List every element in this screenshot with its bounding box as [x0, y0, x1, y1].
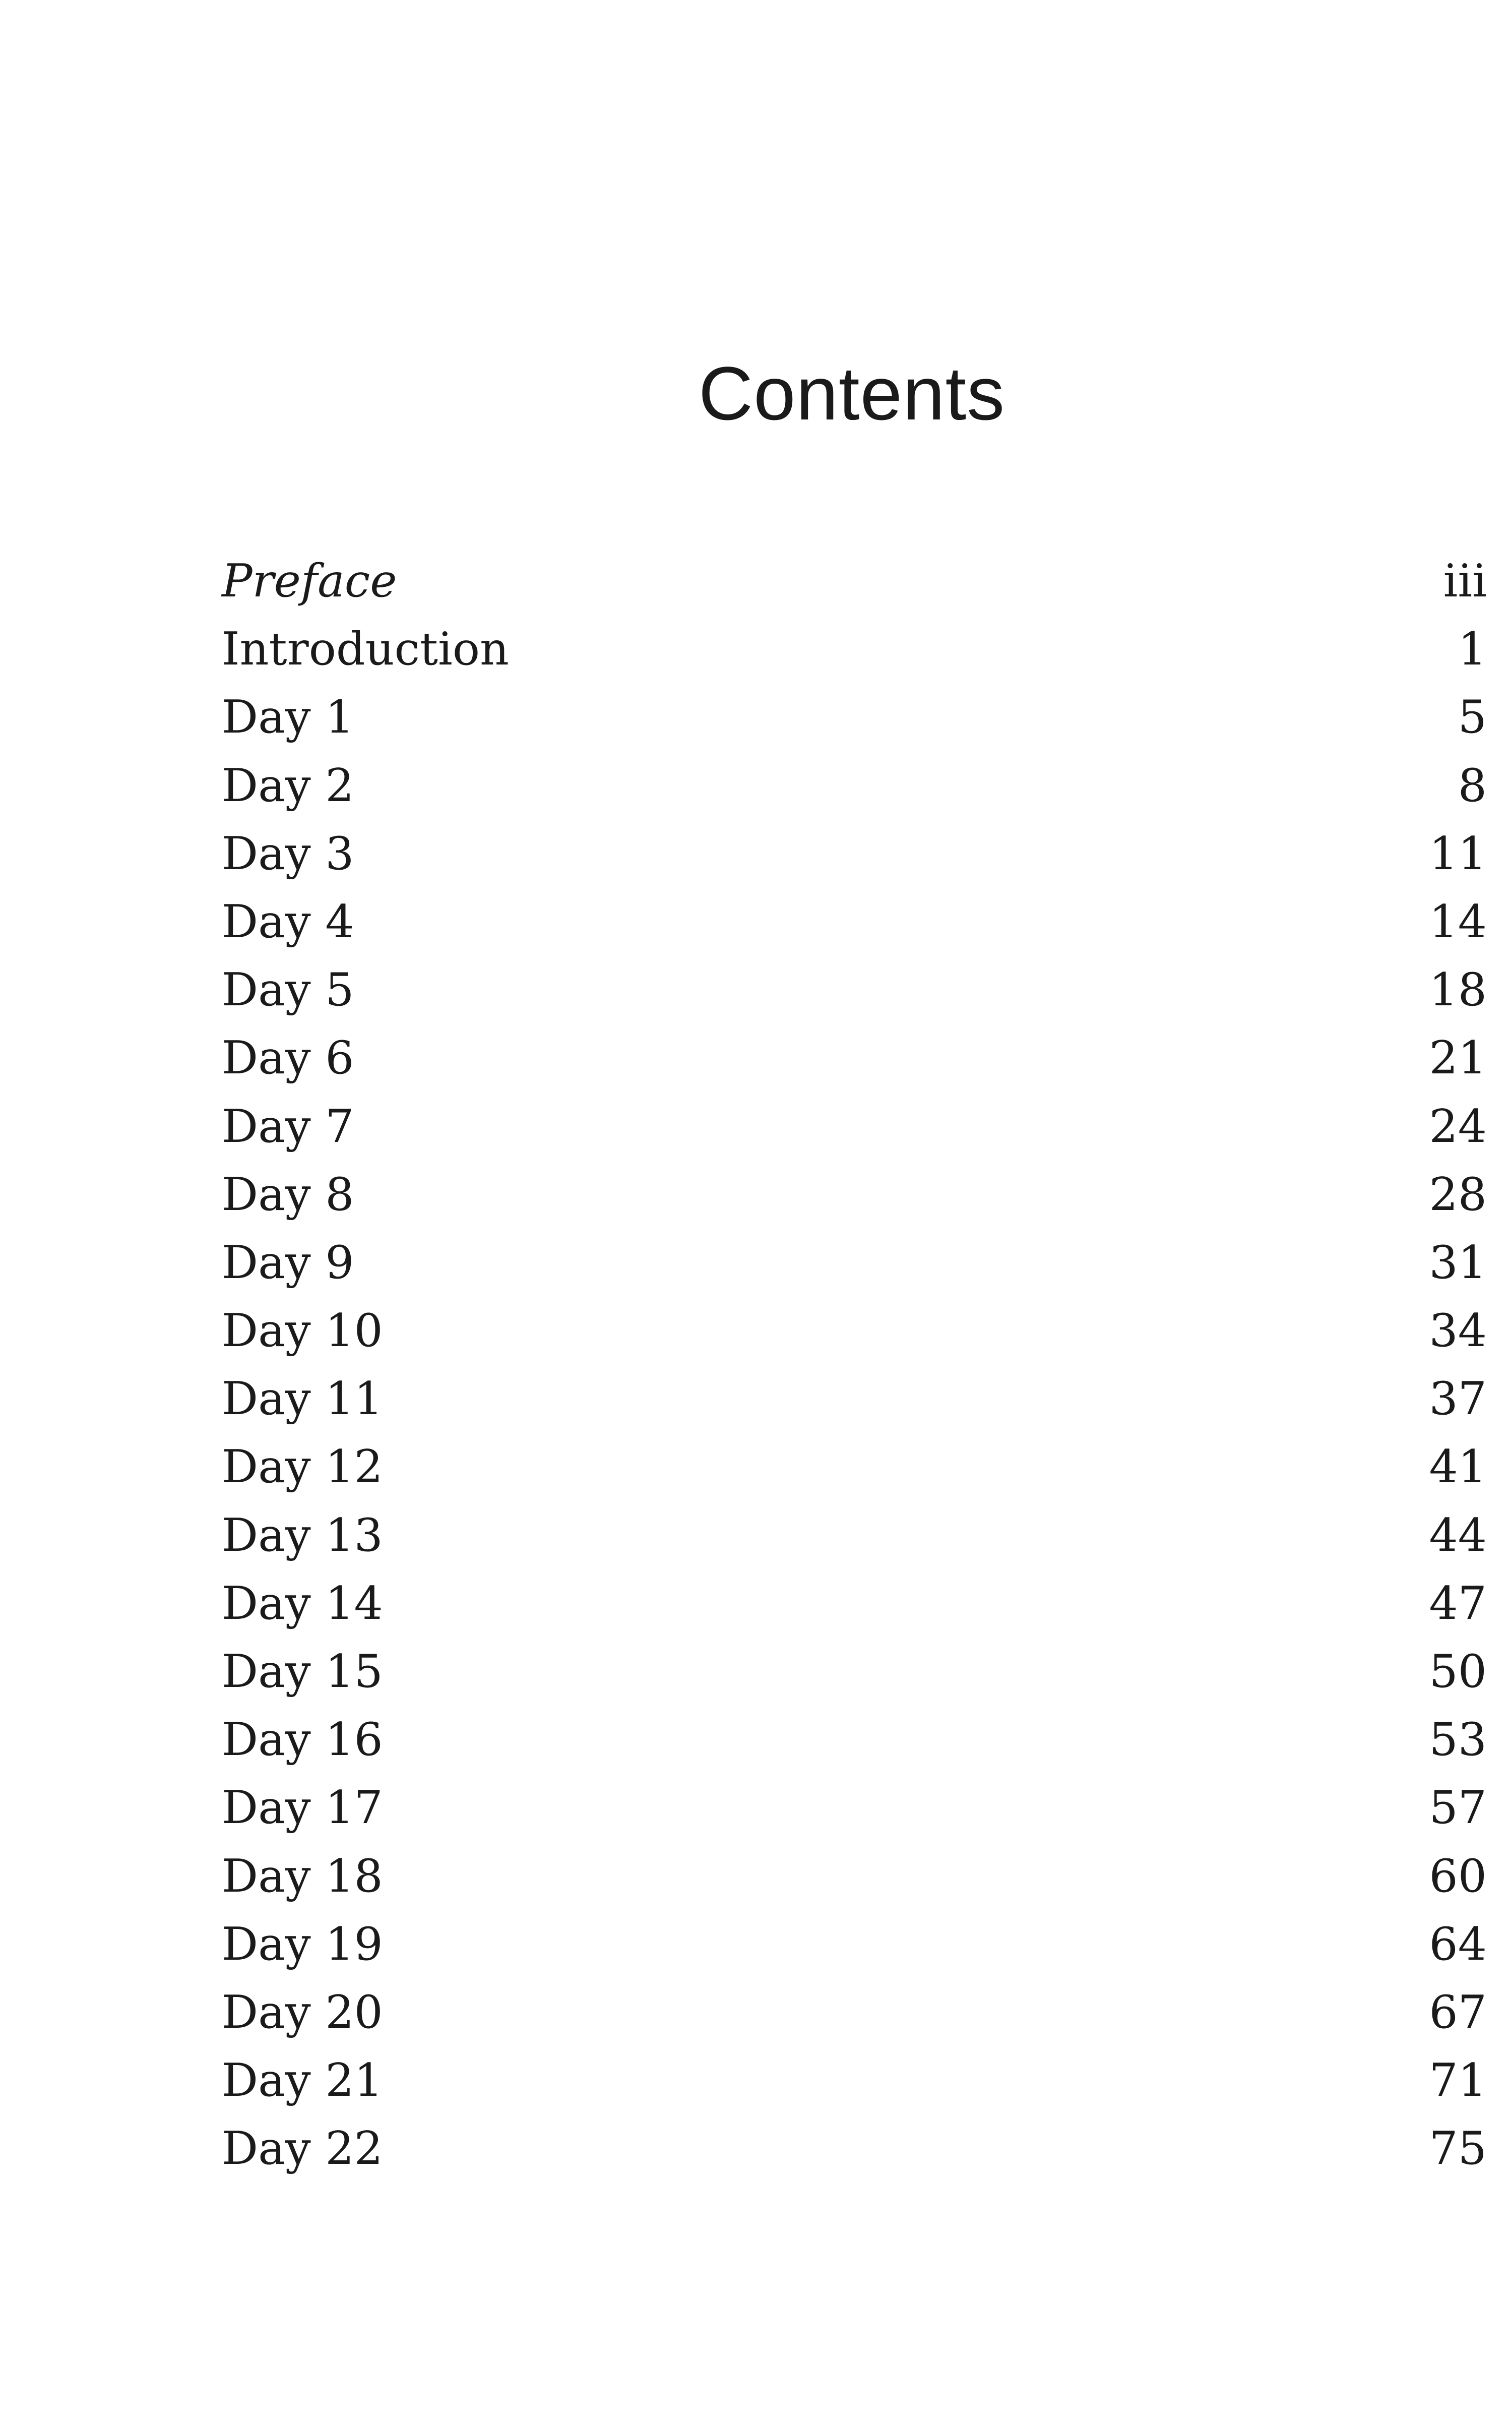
toc-entry-page-number: 37: [1429, 1372, 1487, 1426]
toc-entry-page-number: 50: [1429, 1645, 1487, 1698]
toc-entry[interactable]: [222, 1365, 1487, 1433]
toc-entry-label: Day 8: [222, 1168, 354, 1221]
page-title: Contents: [698, 351, 1005, 436]
toc-entry-label: Day 2: [222, 759, 354, 812]
toc-entry[interactable]: [222, 820, 1487, 888]
toc-entry-page-number: 34: [1429, 1304, 1487, 1358]
toc-entry-label: Day 5: [222, 963, 354, 1017]
toc-entry-label: Day 7: [222, 1100, 354, 1153]
toc-entry-label: Day 10: [222, 1304, 383, 1358]
toc-entry-page-number: 5: [1458, 691, 1487, 744]
toc-entry-label: Day 20: [222, 1985, 383, 2039]
toc-entry[interactable]: [222, 1842, 1487, 1910]
toc-entry-label: Day 14: [222, 1577, 383, 1630]
toc-entry-page-number: 53: [1429, 1713, 1487, 1767]
toc-entry[interactable]: [222, 1093, 1487, 1161]
toc-entry-page-number: 71: [1429, 2054, 1487, 2107]
toc-entry-page-number: 11: [1429, 827, 1487, 880]
toc-entry[interactable]: [222, 615, 1487, 683]
toc-entry-page-number: 28: [1429, 1168, 1487, 1221]
toc-entry-label: Day 12: [222, 1440, 383, 1494]
toc-entry-page-number: 67: [1429, 1985, 1487, 2039]
toc-entry-page-number: 8: [1458, 759, 1487, 812]
toc-entry[interactable]: [222, 547, 1487, 615]
toc-entry-label: Day 17: [222, 1781, 383, 1835]
toc-entry[interactable]: [222, 2114, 1487, 2183]
toc-entry-page-number: 75: [1429, 2122, 1487, 2175]
toc-entry[interactable]: [222, 1024, 1487, 1092]
toc-entry-page-number: 60: [1429, 1849, 1487, 1903]
toc-entry[interactable]: [222, 1978, 1487, 2046]
toc-entry-label: Day 4: [222, 895, 354, 948]
toc-entry[interactable]: [222, 1433, 1487, 1501]
toc-entry[interactable]: [222, 2046, 1487, 2114]
toc-entry[interactable]: [222, 888, 1487, 956]
toc-entry-page-number: 64: [1429, 1917, 1487, 1971]
toc-entry-label: Day 18: [222, 1849, 383, 1903]
toc-entry-label: Day 21: [222, 2054, 383, 2107]
toc-entry-page-number: iii: [1443, 555, 1487, 608]
toc-entry-page-number: 24: [1429, 1100, 1487, 1153]
toc-entry[interactable]: [222, 1569, 1487, 1638]
toc-entry-label: Day 6: [222, 1032, 354, 1085]
toc-entry[interactable]: [222, 1774, 1487, 1842]
toc-entry-label: Day 9: [222, 1236, 354, 1289]
toc-entry-label: Day 3: [222, 827, 354, 880]
toc-entry-label: Day 15: [222, 1645, 383, 1698]
toc-entry[interactable]: [222, 1638, 1487, 1706]
toc-entry[interactable]: [222, 1501, 1487, 1569]
toc-entry-label: Preface: [222, 555, 397, 608]
toc-entry[interactable]: [222, 683, 1487, 751]
toc-entry-page-number: 31: [1429, 1236, 1487, 1289]
toc-entry-page-number: 21: [1429, 1032, 1487, 1085]
toc-entry[interactable]: [222, 1706, 1487, 1774]
toc-entry-label: Day 11: [222, 1372, 383, 1426]
toc-entry[interactable]: [222, 1229, 1487, 1297]
toc-entry-page-number: 44: [1429, 1508, 1487, 1562]
table-of-contents: [222, 547, 1487, 2183]
toc-entry-page-number: 18: [1429, 963, 1487, 1017]
toc-entry[interactable]: [222, 1910, 1487, 1978]
toc-entry-page-number: 57: [1429, 1781, 1487, 1835]
toc-entry-label: Day 16: [222, 1713, 383, 1767]
toc-entry[interactable]: [222, 956, 1487, 1024]
toc-entry[interactable]: [222, 1297, 1487, 1365]
toc-entry-label: Day 19: [222, 1917, 383, 1971]
toc-entry[interactable]: [222, 1161, 1487, 1229]
toc-entry-page-number: 41: [1429, 1440, 1487, 1494]
toc-entry[interactable]: [222, 752, 1487, 820]
toc-entry-label: Day 1: [222, 691, 354, 744]
toc-entry-page-number: 14: [1429, 895, 1487, 948]
toc-entry-label: Day 22: [222, 2122, 383, 2175]
toc-entry-label: Introduction: [222, 623, 509, 676]
toc-entry-page-number: 47: [1429, 1577, 1487, 1630]
toc-entry-label: Day 13: [222, 1508, 383, 1562]
toc-entry-page-number: 1: [1458, 623, 1487, 676]
